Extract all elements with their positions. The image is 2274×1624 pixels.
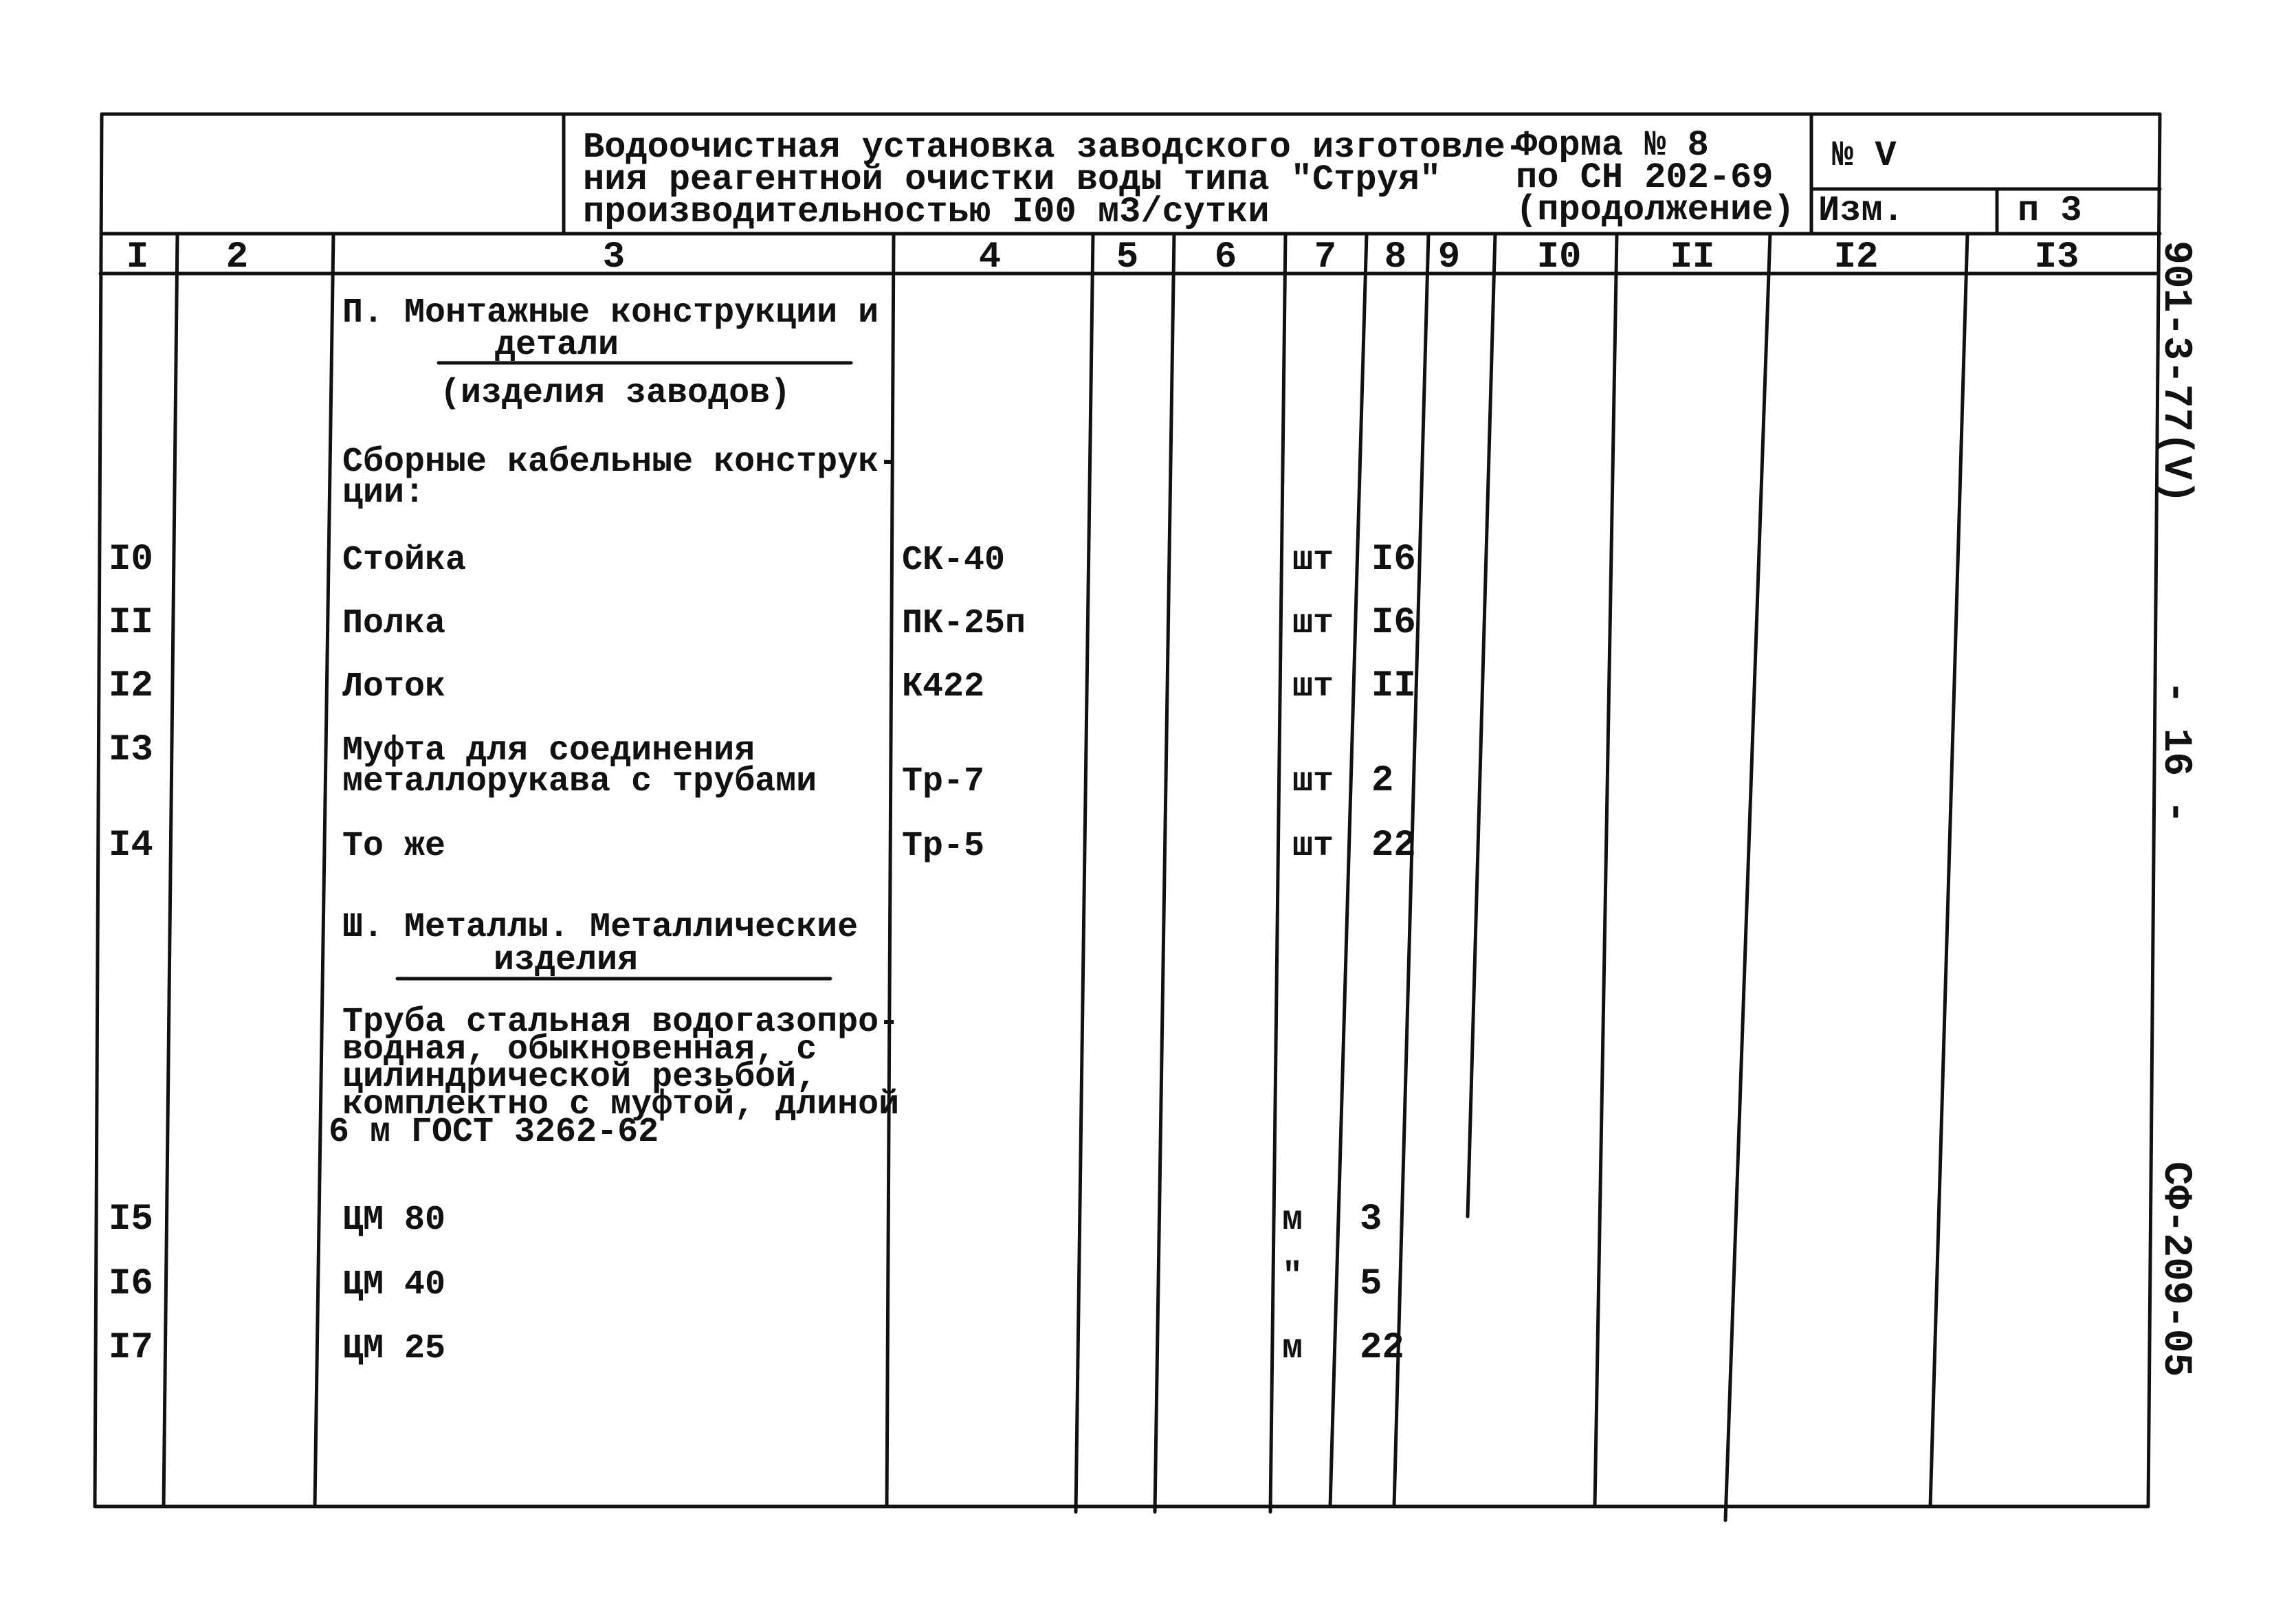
item-quantity: I6 [1371, 539, 1416, 581]
item-unit: шт [1292, 827, 1334, 866]
col-divider-4 [1076, 234, 1093, 1512]
col-num-2: 2 [225, 236, 249, 278]
col-num-11: II [1670, 236, 1715, 278]
row-number: I6 [109, 1263, 153, 1305]
title-line-2: ния реагентной очистки воды типа "Струя" [583, 159, 1442, 200]
margin-note-page: - 16 - [2153, 680, 2198, 824]
col-divider-9 [1468, 234, 1495, 1216]
col-divider-7 [1330, 234, 1367, 1506]
change-label: Изм. [1818, 190, 1904, 231]
table-row [109, 1199, 1382, 1241]
col-num-6: 6 [1214, 236, 1237, 278]
col-divider-2 [315, 234, 333, 1506]
item-name: Полка [342, 604, 446, 643]
item-name-line-2: металлорукава с трубами [342, 762, 817, 801]
item-name: ЦМ 25 [342, 1329, 446, 1368]
table-row [109, 729, 1393, 802]
item-quantity: 3 [1360, 1199, 1382, 1241]
item-code: ПК-25п [902, 604, 1026, 643]
item-quantity: 2 [1371, 760, 1394, 802]
item-unit: шт [1292, 667, 1334, 707]
section-2-group-line-1: Сборные кабельные конструк- [342, 443, 900, 482]
row-number: I2 [109, 665, 153, 707]
col-divider-10 [1595, 234, 1617, 1506]
row-number: II [109, 602, 153, 644]
col-num-9: 9 [1437, 236, 1461, 278]
col-num-4: 4 [978, 236, 1002, 278]
section-2-heading [342, 293, 899, 513]
item-name: Лоток [342, 667, 446, 707]
row-number: I3 [109, 729, 153, 771]
col-divider-6 [1270, 234, 1285, 1512]
form-reference [1516, 125, 1795, 230]
col-num-8: 8 [1384, 236, 1407, 278]
section-2-title-line-1: П. Монтажные конструкции и [342, 293, 879, 333]
col-num-13: I3 [2034, 236, 2079, 278]
margin-note-bottom: СФ-209-05 [2153, 1161, 2198, 1377]
col-divider-3 [887, 234, 894, 1506]
col-num-5: 5 [1116, 236, 1139, 278]
item-code: К422 [902, 667, 985, 707]
section-3-title-line-1: Ш. Металлы. Металлические [342, 908, 859, 947]
section-2-subtitle: (изделия заводов) [440, 374, 791, 413]
item-name: Муфта для соединения [342, 731, 755, 770]
section-3-group-line-3: цилиндрической резьбой, [342, 1058, 817, 1097]
col-num-1: I [126, 236, 149, 278]
table-row [109, 665, 1416, 707]
item-quantity: 5 [1360, 1263, 1382, 1305]
col-divider-11 [1725, 234, 1770, 1520]
item-unit: " [1282, 1257, 1303, 1296]
form-line-3: (продолжение) [1516, 190, 1795, 230]
item-unit: шт [1292, 541, 1334, 580]
item-unit: м [1282, 1201, 1303, 1240]
col-divider-1 [164, 234, 177, 1506]
item-quantity: 22 [1360, 1327, 1404, 1369]
section-3-group-line-2: водная, обыкновенная, с [342, 1030, 817, 1069]
item-name: Стойка [342, 541, 467, 580]
col-divider-8 [1394, 234, 1428, 1506]
item-name: То же [342, 827, 446, 866]
margin-note-top: 901-3-77(V) [2153, 241, 2198, 504]
form-line-2: по СН 202-69 [1516, 157, 1774, 198]
table-row [109, 602, 1416, 644]
item-quantity: II [1371, 665, 1416, 707]
section-3-group-line-5: 6 м ГОСТ 3262-62 [329, 1113, 659, 1152]
item-unit: шт [1292, 604, 1334, 643]
item-name: ЦМ 80 [342, 1201, 446, 1240]
title-line-1: Водоочистная установка заводского изготовле- [583, 127, 1527, 168]
col-num-7: 7 [1314, 236, 1337, 278]
section-3-group-line-1: Труба стальная водогазопро- [342, 1003, 900, 1042]
row-number: I5 [109, 1199, 153, 1241]
row-number: I4 [109, 825, 153, 867]
col-num-10: I0 [1536, 236, 1582, 278]
item-code: Тр-7 [902, 762, 985, 801]
section-3-heading [329, 908, 899, 1152]
item-code: Тр-5 [902, 827, 985, 866]
document-title [583, 127, 1527, 232]
col-divider-12 [1930, 234, 1967, 1506]
col-divider-5 [1155, 234, 1174, 1512]
col-num-3: 3 [602, 236, 626, 278]
item-unit: м [1282, 1329, 1303, 1368]
item-unit: шт [1292, 762, 1334, 801]
section-3-title-line-2: изделия [494, 941, 639, 980]
page-label: п 3 [2018, 190, 2082, 231]
section-2-title-line-2: детали [495, 326, 619, 365]
section-3-group-line-4: комплектно с муфтой, длиной [342, 1085, 900, 1124]
row-number: I7 [109, 1327, 153, 1369]
table-row [109, 825, 1416, 867]
col-num-12: I2 [1833, 236, 1879, 278]
row-number: I0 [109, 539, 153, 581]
item-code: СК-40 [902, 541, 1006, 580]
table-row [109, 539, 1416, 581]
table-row [109, 1327, 1404, 1369]
table-row [109, 1257, 1382, 1305]
sheet-number: № V [1832, 135, 1897, 176]
item-quantity: I6 [1371, 602, 1416, 644]
item-quantity: 22 [1371, 825, 1416, 867]
item-name: ЦМ 40 [342, 1265, 446, 1304]
form-line-1: Форма № 8 [1516, 125, 1709, 166]
frame-left-line [95, 114, 102, 1506]
title-line-3: производительностью I00 м3/сутки [583, 192, 1270, 232]
section-2-group-line-2: ции: [342, 474, 426, 513]
